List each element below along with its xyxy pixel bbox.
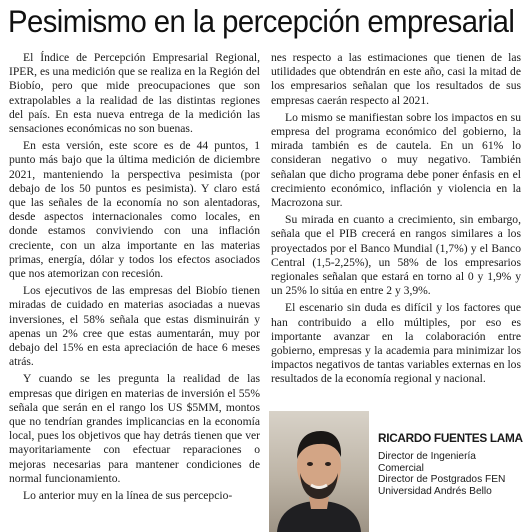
article-headline: Pesimismo en la percepción empresarial <box>8 3 515 39</box>
author-portrait-icon <box>269 411 369 532</box>
paragraph: El escenario sin duda es difícil y los factores que han contribuido a ello múltiples, por eso es importante avanzar en la colaboración entre gobierno, empresas y la academia para minimizar los impactos negativos de tantas variables externas en los resultados de la economía regional y nacional. <box>271 301 521 386</box>
paragraph: El Índice de Percepción Empresarial Regional, IPER, es una medición que se realiza en la Región del Biobío, pero que mide preocupaciones que son extrapolables a la realidad de las distintas regiones del país. En esta nueva entrega de la medición las sensaciones económicas no son buenas. <box>9 51 260 136</box>
right-column <box>271 51 521 390</box>
author-title-line: Director de Postgrados FEN <box>378 474 506 486</box>
author-box <box>269 411 527 532</box>
author-title-line: Universidad Andrés Bello <box>378 485 492 497</box>
author-photo <box>269 411 369 532</box>
paragraph: nes respecto a las estimaciones que tienen de las utilidades que obtendrán en este año, casi la mitad de los empresarios señalan que los resultados de sus empresas caerán respecto al 2021. <box>271 51 521 107</box>
author-info <box>378 431 526 497</box>
paragraph: Lo mismo se manifiestan sobre los impactos en su empresa del programa económico del gobierno, la mirada también es de cautela. En un 61% lo consideran negativo o muy negativo. También señalan que dicho programa debe poner énfasis en el crecimiento económico, inflación y violencia en la Macrozona sur. <box>271 110 521 210</box>
paragraph: Los ejecutivos de las empresas del Biobío tienen miradas de cuidado en materias asociadas a nuevas inversiones, el 58% señala que estas disminuirán y apenas un 2% cree que estas aumentarán, muy por debajo del 15% en esta apreciación de hace 6 meses atrás. <box>9 284 260 369</box>
paragraph: En esta versión, este score es de 44 puntos, 1 punto más bajo que la última medición de diciembre 2021, manteniendo la perspectiva pesimista (por debajo de los 50 puntos es pesimista). Y claro está que las señales de la economía no son alentadoras, desde aspectos internacionales como locales, en donde estamos conviviendo con una inflación creciente, con un alza importante en las materias primas, energía, dólar y todos los efectos asociados que nos atemorizan con recesión. <box>9 139 260 281</box>
author-title-line: Comercial <box>378 462 424 474</box>
paragraph: Su mirada en cuanto a crecimiento, sin embargo, señala que el PIB crecerá en rangos similares a los proyectados por el Banco Mundial (1,7%) y el Banco Central (1,5-2,25%), un 58% de los empresarios regionales señalan que estará en torno al 0 y 1,9% y un 25% lo sitúa en entre 2 y 3,9%. <box>271 213 521 298</box>
paragraph: Lo anterior muy en la línea de sus percepcio- <box>23 489 233 503</box>
left-column <box>9 51 260 506</box>
paragraph: Y cuando se les pregunta la realidad de las empresas que dirigen en materias de inversión el 55% señala que serán en el rango los US $5MM, montos que no tendrían grandes implicancias en la economía local, pues los objetivos que hay detrás tienen que ver mayoritariamente con efectuar reparaciones o mejoras necesarias para mantener condiciones de normal funcionamiento. <box>9 372 260 485</box>
author-title-line: Director de Ingeniería <box>378 451 476 462</box>
author-name: RICARDO FUENTES LAMA <box>378 431 523 445</box>
